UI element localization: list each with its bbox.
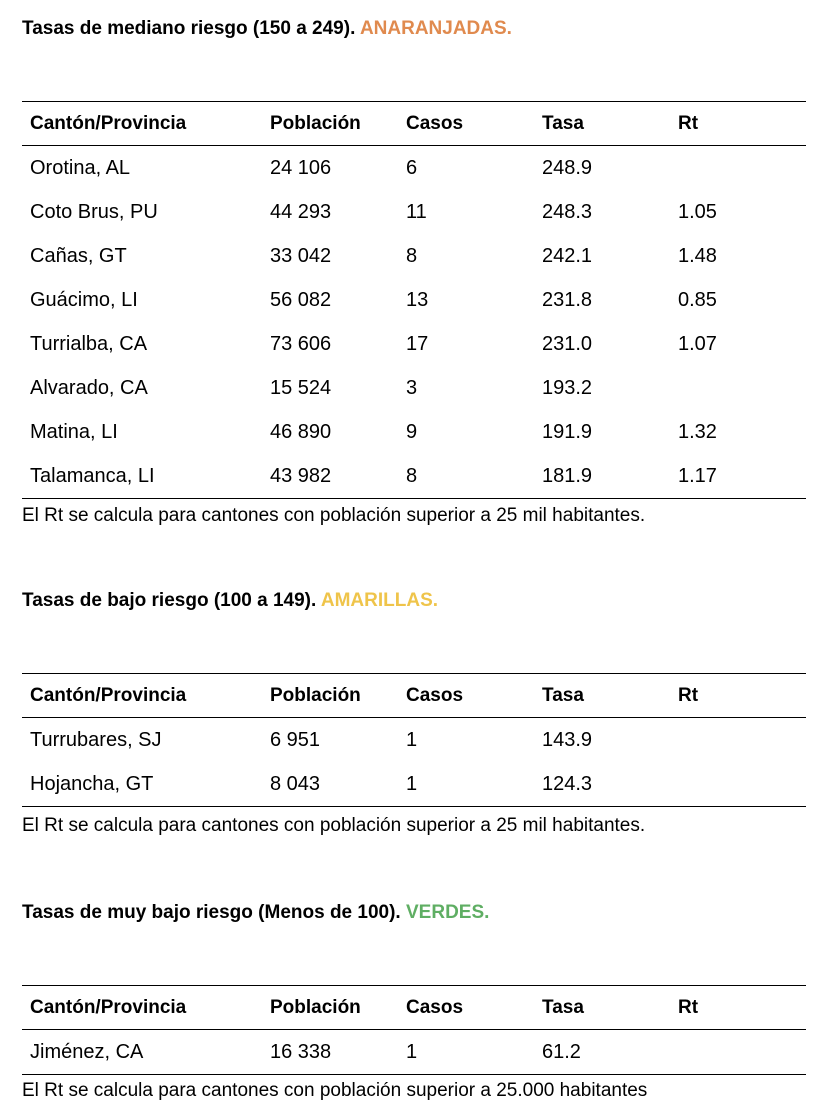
cell-tasa: 143.9 xyxy=(542,728,593,751)
cell-canton: Matina, LI xyxy=(30,420,118,443)
cell-rt: 1.48 xyxy=(678,244,717,267)
cell-casos: 6 xyxy=(406,156,418,179)
cell-poblacion: 46 890 xyxy=(270,420,332,443)
cell-rt xyxy=(670,366,806,410)
col-header-casos: Casos xyxy=(406,684,464,706)
col-header-rt: Rt xyxy=(678,684,699,706)
cell-poblacion: 43 982 xyxy=(270,464,332,487)
col-header-rt: Rt xyxy=(678,996,699,1018)
cell-tasa: 231.0 xyxy=(542,332,593,355)
col-header-casos: Casos xyxy=(406,112,464,134)
heading-text: Tasas de mediano riesgo (150 a 249). xyxy=(22,18,356,39)
table-body xyxy=(22,146,806,499)
col-header-tasa: Tasa xyxy=(542,112,584,134)
cell-poblacion: 44 293 xyxy=(270,200,332,223)
rt-note: El Rt se calcula para cantones con población superior a 25 mil habitantes. xyxy=(22,505,646,526)
table-row xyxy=(22,234,806,278)
risk-tag-green: VERDES. xyxy=(406,902,490,923)
cell-canton: Alvarado, CA xyxy=(30,376,148,399)
cell-canton: Hojancha, GT xyxy=(30,772,154,795)
table-header-row xyxy=(22,102,806,146)
cell-rt: 1.05 xyxy=(678,200,717,223)
risk-tag-yellow: AMARILLAS. xyxy=(320,590,439,611)
section-heading-muy-bajo xyxy=(22,902,489,924)
cell-tasa: 193.2 xyxy=(542,376,593,399)
cell-poblacion: 6 951 xyxy=(270,728,321,751)
cell-poblacion: 16 338 xyxy=(270,1040,332,1063)
cell-casos: 3 xyxy=(406,376,418,399)
table-bajo-riesgo xyxy=(22,673,806,807)
cell-casos: 8 xyxy=(406,244,418,267)
cell-casos: 17 xyxy=(406,332,429,355)
heading-text: Tasas de bajo riesgo (100 a 149). xyxy=(22,590,317,611)
cell-rt xyxy=(670,762,806,807)
col-header-tasa: Tasa xyxy=(542,996,584,1018)
risk-tag-orange: ANARANJADAS. xyxy=(359,18,512,39)
cell-casos: 9 xyxy=(406,420,418,443)
cell-poblacion: 24 106 xyxy=(270,156,332,179)
cell-casos: 1 xyxy=(406,1040,418,1063)
cell-casos: 1 xyxy=(406,772,418,795)
cell-rt xyxy=(670,1030,806,1075)
rt-note: El Rt se calcula para cantones con población superior a 25 mil habitantes. xyxy=(22,815,646,836)
table-row xyxy=(22,146,806,191)
col-header-canton: Cantón/Provincia xyxy=(30,996,187,1018)
table-row xyxy=(22,322,806,366)
cell-tasa: 242.1 xyxy=(542,244,593,267)
cell-casos: 11 xyxy=(406,200,427,223)
cell-casos: 1 xyxy=(406,728,418,751)
cell-canton: Turrialba, CA xyxy=(30,332,148,355)
table-body xyxy=(22,1030,806,1075)
cell-rt xyxy=(670,146,806,191)
cell-tasa: 181.9 xyxy=(542,464,593,487)
cell-canton: Guácimo, LI xyxy=(30,288,138,311)
col-header-poblacion: Población xyxy=(270,996,361,1018)
cell-canton: Talamanca, LI xyxy=(30,464,155,487)
cell-rt: 1.17 xyxy=(678,464,717,487)
cell-tasa: 191.9 xyxy=(542,420,593,443)
table-header-row xyxy=(22,674,806,718)
col-header-tasa: Tasa xyxy=(542,684,584,706)
cell-canton: Coto Brus, PU xyxy=(30,200,158,223)
table-header-row xyxy=(22,986,806,1030)
cell-casos: 13 xyxy=(406,288,429,311)
table-row xyxy=(22,190,806,234)
table-mediano-riesgo xyxy=(22,101,806,499)
cell-tasa: 124.3 xyxy=(542,772,593,795)
table-row xyxy=(22,718,806,763)
section-heading-bajo xyxy=(22,590,438,612)
cell-canton: Jiménez, CA xyxy=(30,1040,144,1063)
col-header-poblacion: Población xyxy=(270,112,361,134)
section-heading-mediano xyxy=(22,18,512,40)
table-row xyxy=(22,410,806,454)
table-muy-bajo-riesgo xyxy=(22,985,806,1075)
table-row xyxy=(22,1030,806,1075)
cell-tasa: 248.9 xyxy=(542,156,593,179)
col-header-poblacion: Población xyxy=(270,684,361,706)
cell-poblacion: 56 082 xyxy=(270,288,332,311)
cell-rt: 0.85 xyxy=(678,288,717,311)
cell-poblacion: 73 606 xyxy=(270,332,332,355)
table-body xyxy=(22,718,806,807)
col-header-casos: Casos xyxy=(406,996,464,1018)
cell-casos: 8 xyxy=(406,464,418,487)
cell-poblacion: 33 042 xyxy=(270,244,332,267)
heading-text: Tasas de muy bajo riesgo (Menos de 100). xyxy=(22,902,401,923)
cell-tasa: 61.2 xyxy=(542,1040,581,1063)
cell-poblacion: 15 524 xyxy=(270,376,332,399)
col-header-canton: Cantón/Provincia xyxy=(30,684,187,706)
table-row xyxy=(22,762,806,807)
cell-canton: Turrubares, SJ xyxy=(30,728,162,751)
cell-tasa: 231.8 xyxy=(542,288,593,311)
cell-rt: 1.07 xyxy=(678,332,717,355)
col-header-rt: Rt xyxy=(678,112,699,134)
cell-poblacion: 8 043 xyxy=(270,772,321,795)
rt-note: El Rt se calcula para cantones con población superior a 25.000 habitantes xyxy=(22,1080,648,1101)
table-row xyxy=(22,454,806,499)
cell-canton: Cañas, GT xyxy=(30,244,127,267)
table-row xyxy=(22,366,806,410)
cell-tasa: 248.3 xyxy=(542,200,593,223)
cell-canton: Orotina, AL xyxy=(30,156,131,179)
cell-rt: 1.32 xyxy=(678,420,717,443)
col-header-canton: Cantón/Provincia xyxy=(30,112,187,134)
cell-rt xyxy=(670,718,806,763)
table-row xyxy=(22,278,806,322)
